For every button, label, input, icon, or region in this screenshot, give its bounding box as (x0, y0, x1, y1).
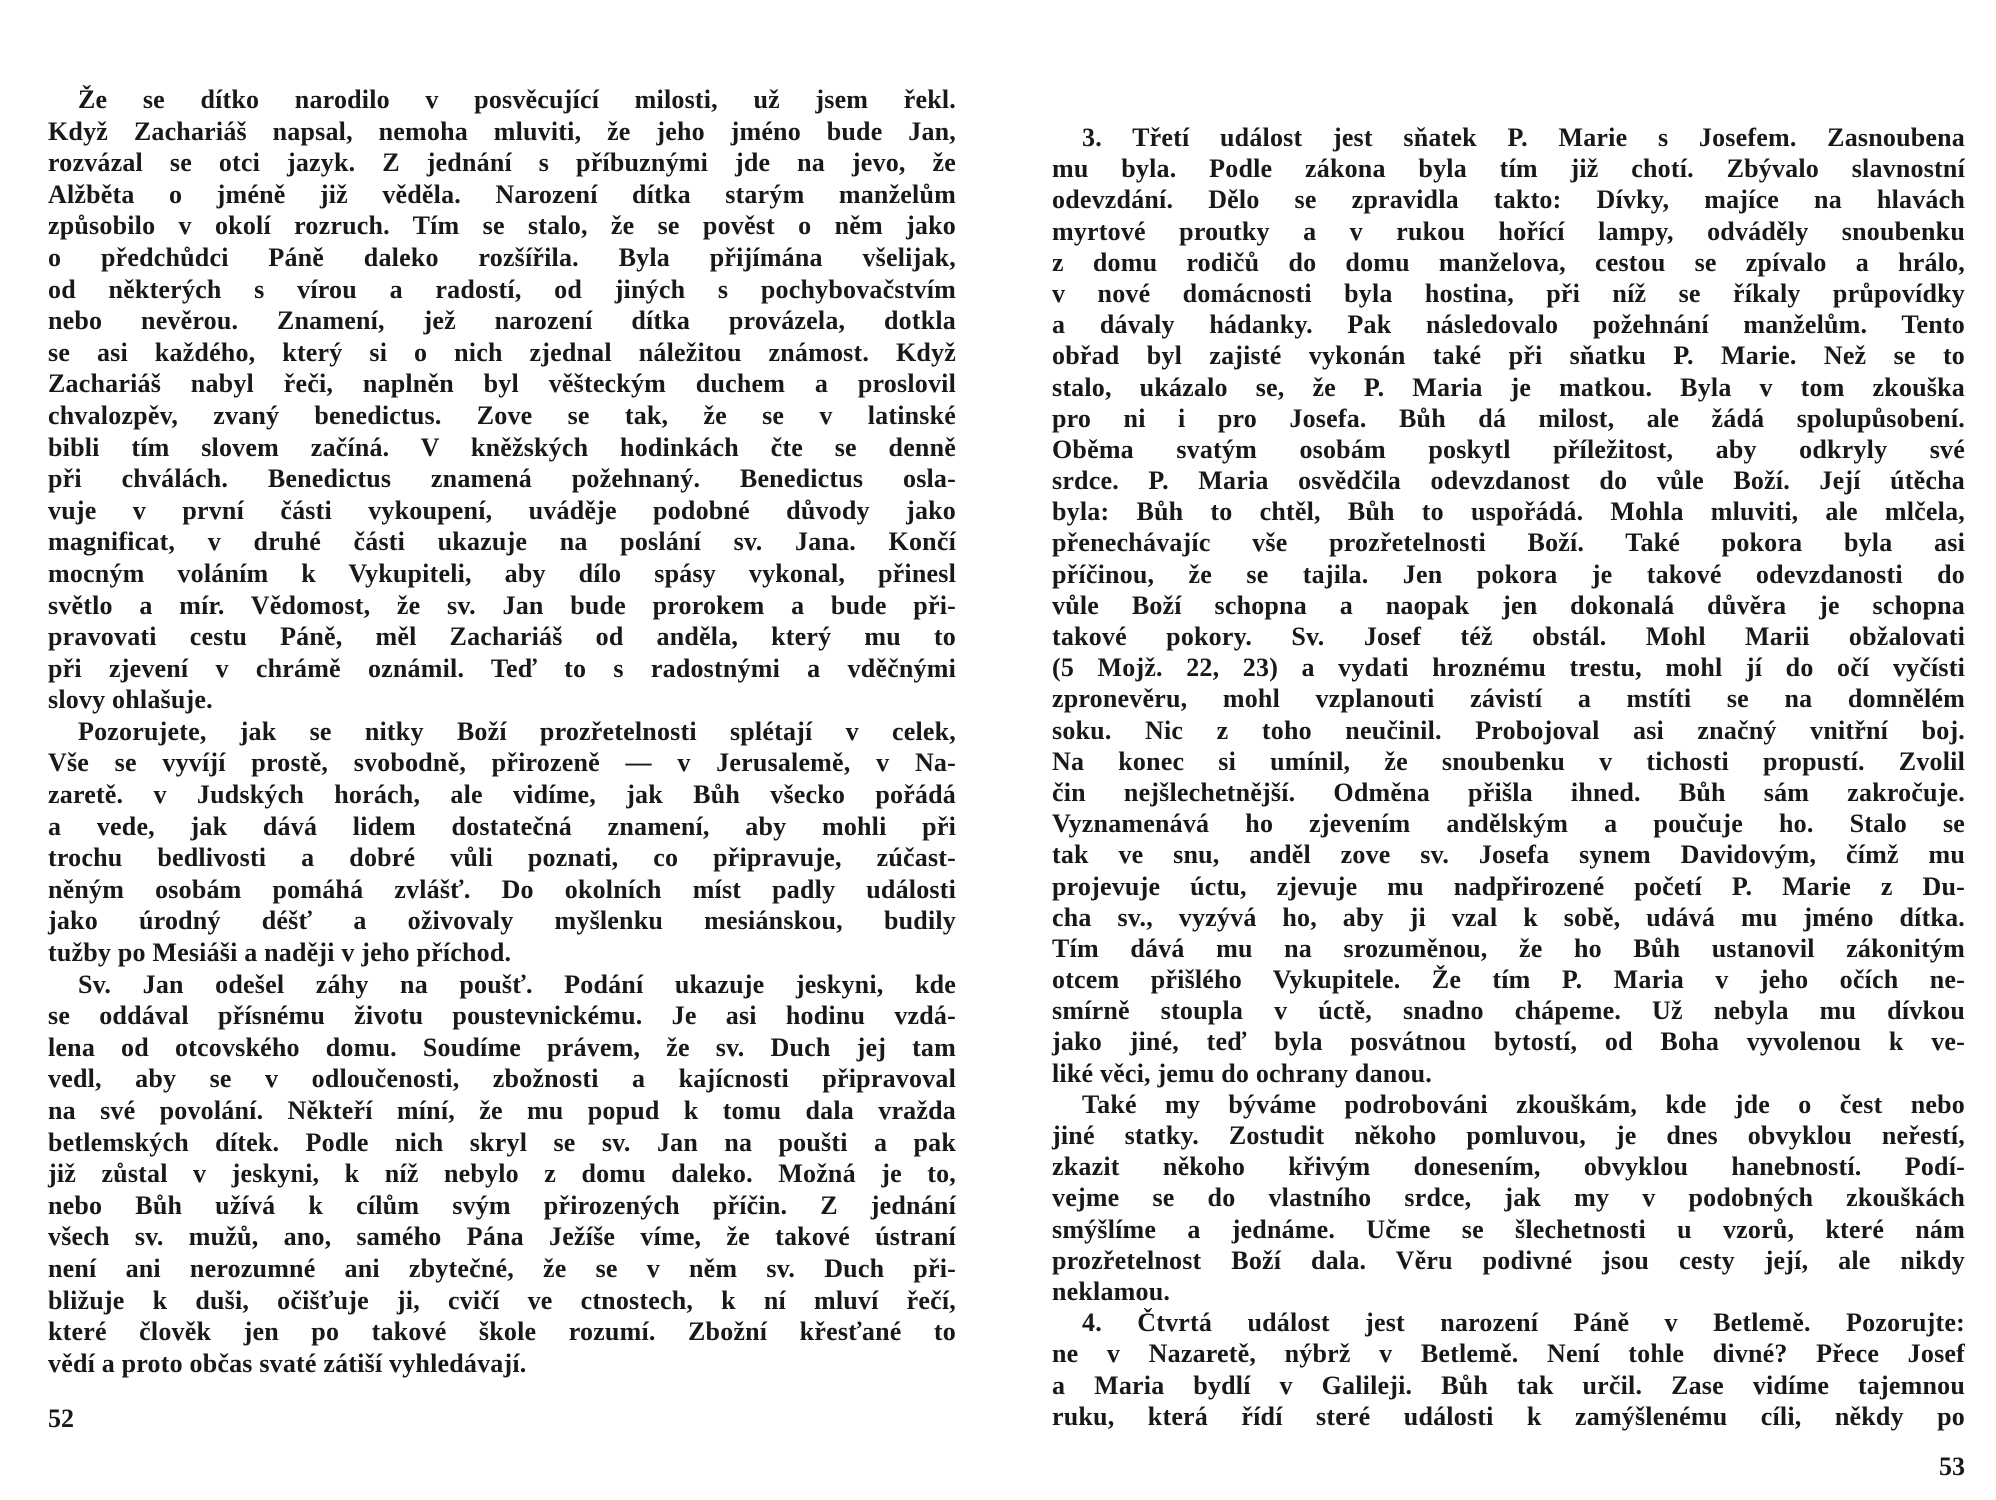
text-line: prozřetelnost Boží dala. Věru podivné jsou cesty její, ale nikdy (1052, 1245, 1965, 1275)
text-line: tak ve snu, anděl zove sv. Josefa synem Davidovým, čímž mu (1052, 840, 1965, 870)
text-line: slovy ohlašuje. (48, 685, 213, 715)
text-line: při chválách. Benedictus znamená požehnaný. Benedictus osla- (48, 464, 956, 494)
paragraph (1052, 122, 1965, 1089)
text-line: Vše se vyvíjí prostě, svobodně, přirozeně — v Jerusalemě, v Na- (48, 748, 956, 778)
text-line: zaretě. v Judských horách, ale vidíme, jak Bůh všecko pořádá (48, 780, 956, 810)
text-line: projevuje úctu, zjevuje mu nadpřirozené početí P. Marie z Du- (1052, 871, 1965, 901)
text-line: od některých s vírou a radostí, od jiných s pochybovačstvím (48, 274, 956, 304)
paragraph (1052, 1307, 1965, 1432)
text-line: Na konec si umínil, že snoubenku v tichosti propustí. Zvolil (1052, 746, 1965, 776)
text-line: jiné statky. Zostudit někoho pomluvou, je dnes obvyklou neřestí, (1052, 1121, 1965, 1150)
page-left-textblock (48, 84, 956, 1379)
text-line: již zůstal v jeskyni, k níž nebylo z domu daleko. Možná je to, (48, 1159, 956, 1189)
text-line: ne v Nazaretě, nýbrž v Betlemě. Není tohle divné? Přece Josef (1052, 1339, 1965, 1369)
text-line: Také my býváme podrobováni zkouškám, kde jde o čest nebo (1082, 1089, 1965, 1119)
text-line: jako jiné, teď byla posvátnou bytostí, od Boha vyvolenou k ve- (1052, 1027, 1965, 1057)
text-line: o předchůdci Páně daleko rozšířila. Byla přijímána všelijak, (48, 242, 956, 272)
text-line: v nové domácnosti byla hostina, při níž se říkaly průpovídky (1052, 278, 1965, 308)
text-line: které člověk jen po takové škole rozumí. Zbožní křesťané to (48, 1317, 956, 1347)
text-line: Když Zachariáš napsal, nemoha mluviti, že jeho jméno bude Jan, (48, 116, 956, 146)
text-line: přenechávajíc vše prozřetelnosti Boží. Také pokora byla asi (1052, 528, 1965, 558)
text-line: se asi každého, který si o nich zjednal náležitou známost. Když (48, 337, 956, 367)
text-line: nebo nevěrou. Znamení, jež narození dítka provázela, dotkla (48, 306, 956, 336)
text-line: není ani nerozumné ani zbytečné, že se v něm sv. Duch při- (48, 1253, 956, 1283)
text-line: smírně stoupla v úctě, snadno chápeme. Už nebyla mu dívkou (1052, 996, 1965, 1026)
text-line: Vyznamenává ho zjevením andělským a poučuje ho. Stalo se (1052, 809, 1965, 839)
text-line: Alžběta o jméně již věděla. Narození dítka starým manželům (48, 179, 956, 209)
text-line: Pozorujete, jak se nitky Boží prozřetelnosti splétají v celek, (78, 716, 956, 746)
text-line: 3. Třetí událost jest sňatek P. Marie s Josefem. Zasnoubena (1082, 123, 1965, 152)
text-line: vuje v první části vykoupení, uváděje podobné důvody jako (48, 495, 956, 525)
page-right (998, 0, 1996, 1500)
text-line: bibli tím slovem začíná. V kněžských hodinkách čte se denně (48, 432, 956, 462)
paragraph (48, 969, 956, 1380)
text-line: Oběma svatým osobám poskytl příležitost, aby odkryly své (1052, 434, 1965, 464)
text-line: příčinou, že se tajila. Jen pokora je takové odevzdanosti do (1052, 559, 1965, 589)
text-line: zpronevěru, mohl vzplanouti závistí a mstíti se na domnělém (1052, 684, 1965, 714)
text-line: obřad byl zajisté vykonán také při sňatku P. Marie. Než se to (1052, 341, 1965, 371)
text-line: Zachariáš nabyl řeči, naplněn byl věšteckým duchem a proslovil (48, 369, 956, 399)
text-line: mu byla. Podle zákona byla tím již chotí. Zbývalo slavnostní (1052, 154, 1965, 184)
text-line: lena od otcovského domu. Soudíme právem, že sv. Duch jej tam (48, 1032, 956, 1062)
text-line: trochu bedlivosti a dobré vůli poznati, co připravuje, zúčast- (48, 843, 956, 873)
text-line: světlo a mír. Vědomost, že sv. Jan bude prorokem a bude při- (48, 590, 956, 620)
text-line: betlemských dítek. Podle nich skryl se sv. Jan na poušti a pak (48, 1127, 956, 1157)
text-line: a dávaly hádanky. Pak následovalo požehnání manželům. Tento (1052, 310, 1965, 340)
page-number-left: 52 (48, 1404, 74, 1433)
text-line: tužby po Mesiáši a naději v jeho příchod. (48, 938, 512, 968)
text-line: pravovati cestu Páně, měl Zachariáš od anděla, který mu to (48, 622, 956, 652)
paragraph (48, 84, 956, 716)
text-line: smýšlíme a jednáme. Učme se šlechetnosti u vzorů, které nám (1052, 1214, 1965, 1244)
text-line: Tím dává mu na srozuměnou, že ho Bůh ustanovil zákonitým (1052, 933, 1965, 963)
text-line: bližuje k duši, očišťuje ji, cvičí ve ctnostech, k ní mluví řečí, (48, 1285, 956, 1315)
text-line: se oddával přísnému životu poustevnickému. Je asi hodinu vzdá- (48, 1001, 956, 1031)
paragraph (1052, 1089, 1965, 1307)
text-line: při zjevení v chrámě oznámil. Teď to s radostnými a vděčnými (48, 653, 956, 683)
text-line: čin nejšlechetnější. Odměna přišla ihned. Bůh sám zakročuje. (1052, 777, 1965, 807)
text-line: vejme se do vlastního srdce, jak my v podobných zkouškách (1052, 1183, 1965, 1213)
text-line: byla: Bůh to chtěl, Bůh to uspořádá. Mohla mluviti, ale mlčela, (1052, 497, 1965, 527)
text-line: stalo, ukázalo se, že P. Maria je matkou. Byla v tom zkouška (1052, 372, 1965, 402)
text-line: soku. Nic z toho neučinil. Probojoval asi značný vnitřní boj. (1052, 715, 1965, 745)
text-line: odevzdání. Dělo se zpravidla takto: Dívky, majíce na hlavách (1052, 185, 1965, 215)
page-right-textblock (1052, 122, 1965, 1432)
text-line: liké věci, jemu do ochrany danou. (1052, 1058, 1433, 1088)
text-line: a vede, jak dává lidem dostatečná znamení, aby mohli při (48, 811, 956, 841)
text-line: vědí a proto občas svaté zátiší vyhledávají. (48, 1348, 527, 1378)
text-line: Sv. Jan odešel záhy na poušť. Podání ukazuje jeskyni, kde (78, 969, 956, 999)
text-line: otcem přišlého Vykupitele. Že tím P. Maria v jeho očích ne- (1052, 965, 1965, 995)
text-line: chvalozpěv, zvaný benedictus. Zove se tak, že se v latinské (48, 400, 956, 430)
text-line: cha sv., vyzývá ho, aby ji vzal k sobě, udává mu jméno dítka. (1052, 902, 1965, 932)
text-line: magnificat, v druhé části ukazuje na poslání sv. Jana. Končí (48, 527, 956, 557)
text-line: nebo Bůh užívá k cílům svým přirozených příčin. Z jednání (48, 1190, 956, 1220)
text-line: ruku, která řídí steré události k zamýšlenému cíli, někdy po (1052, 1401, 1965, 1431)
text-line: neklamou. (1052, 1276, 1171, 1306)
text-line: způsobilo v okolí rozruch. Tím se stalo, že se pověst o něm jako (48, 211, 956, 241)
text-line: na své povolání. Někteří míní, že mu popud k tomu dala vražda (48, 1096, 956, 1125)
text-line: mocným voláním k Vykupiteli, aby dílo spásy vykonal, přinesl (48, 558, 956, 588)
text-line: Že se dítko narodilo v posvěcující milosti, už jsem řekl. (78, 85, 956, 114)
text-line: (5 Mojž. 22, 23) a vydati hroznému trestu, mohl jí do očí vyčísti (1052, 653, 1965, 683)
text-line: a Maria bydlí v Galileji. Bůh tak určil. Zase vidíme tajemnou (1052, 1370, 1965, 1400)
text-line: zkazit někoho křivým donesením, obvyklou hanebností. Podí- (1052, 1152, 1965, 1182)
paragraph (48, 716, 956, 969)
text-line: myrtové proutky a v rukou hořící lampy, odváděly snoubenku (1052, 216, 1965, 246)
text-line: něným osobám pomáhá zvlášť. Do okolních míst padly události (48, 874, 956, 904)
text-line: všech sv. mužů, ano, samého Pána Ježíše víme, že takové ústraní (48, 1222, 956, 1252)
page-number-right: 53 (1939, 1452, 1965, 1481)
text-line: takové pokory. Sv. Josef též obstál. Mohl Marii obžalovati (1052, 622, 1965, 651)
text-line: pro ni i pro Josefa. Bůh dá milost, ale žádá spolupůsobení. (1052, 403, 1965, 433)
text-line: jako úrodný déšť a oživovaly myšlenku mesiánskou, budily (48, 906, 956, 936)
text-line: srdce. P. Maria osvědčila odevzdanost do vůle Boží. Její útěcha (1052, 466, 1965, 496)
text-line: vedl, aby se v odloučenosti, zbožnosti a kajícnosti připravoval (48, 1064, 956, 1094)
text-line: rozvázal se otci jazyk. Z jednání s příbuznými jde na jevo, že (48, 148, 956, 178)
text-line: z domu rodičů do domu manželova, cestou se zpívalo a hrálo, (1052, 247, 1965, 277)
text-line: vůle Boží schopna a naopak jen dokonalá důvěra je schopna (1052, 590, 1965, 620)
text-line: 4. Čtvrtá událost jest narození Páně v Betlemě. Pozorujte: (1082, 1308, 1965, 1338)
